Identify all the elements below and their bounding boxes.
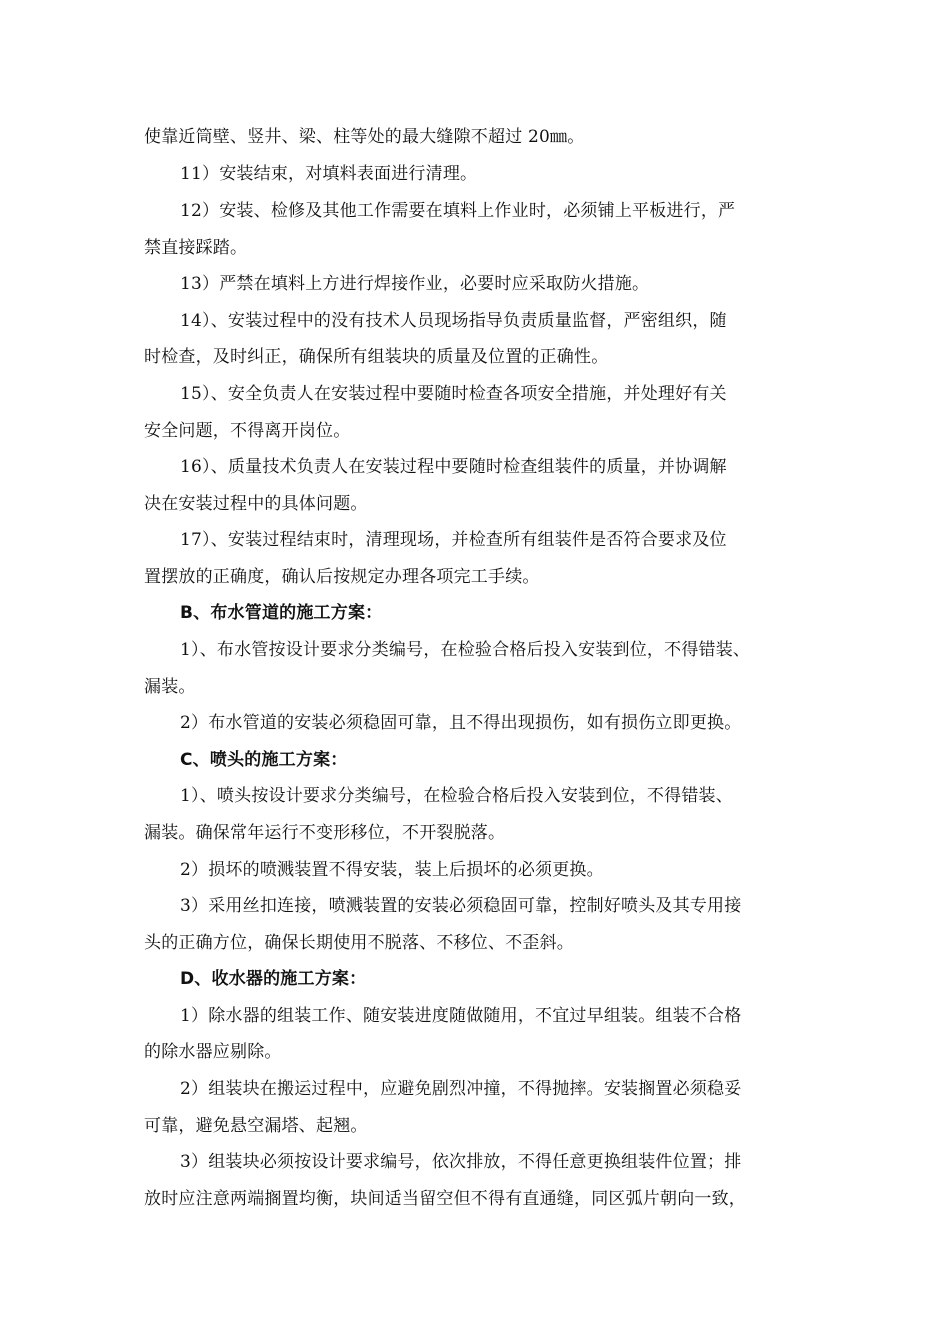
text-line: 漏装。 <box>144 677 196 697</box>
section-heading: C、喷头的施工方案： <box>180 750 348 770</box>
text-line: 12）安装、检修及其他工作需要在填料上作业时，必须铺上平板进行，严 <box>180 201 736 221</box>
text-line: 15）、安全负责人在安装过程中要随时检查各项安全措施，并处理好有关 <box>180 384 727 404</box>
text-line: 2）损坏的喷溅装置不得安装，装上后损坏的必须更换。 <box>180 860 604 880</box>
text-line: 17）、安装过程结束时，清理现场，并检查所有组装件是否符合要求及位 <box>180 530 727 550</box>
text-line: 放时应注意两端搁置均衡，块间适当留空但不得有直通缝，同区弧片朝向一致， <box>144 1189 746 1209</box>
text-line: 可靠，避免悬空漏塔、起翘。 <box>144 1116 368 1136</box>
text-line: 1）除水器的组装工作、随安装进度随做随用，不宜过早组装。组装不合格 <box>180 1006 742 1026</box>
text-line: 14）、安装过程中的没有技术人员现场指导负责质量监督，严密组织，随 <box>180 311 727 331</box>
text-line: 3）采用丝扣连接，喷溅装置的安装必须稳固可靠，控制好喷头及其专用接 <box>180 896 742 916</box>
text-line: 11）安装结束，对填料表面进行清理。 <box>180 164 478 184</box>
text-line: 使靠近筒壁、竖井、梁、柱等处的最大缝隙不超过 20㎜。 <box>144 127 585 147</box>
text-line: 13）严禁在填料上方进行焊接作业，必要时应采取防火措施。 <box>180 274 650 294</box>
section-heading: B、布水管道的施工方案： <box>180 603 383 623</box>
text-line: 3）组装块必须按设计要求编号，依次排放，不得任意更换组装件位置；排 <box>180 1152 742 1172</box>
text-line: 16）、质量技术负责人在安装过程中要随时检查组装件的质量，并协调解 <box>180 457 727 477</box>
text-line: 2）组装块在搬运过程中，应避免剧烈冲撞，不得抛摔。安装搁置必须稳妥 <box>180 1079 742 1099</box>
text-line: 漏装。确保常年运行不变形移位，不开裂脱落。 <box>144 823 506 843</box>
text-line: 的除水器应剔除。 <box>144 1042 282 1062</box>
text-line: 头的正确方位，确保长期使用不脱落、不移位、不歪斜。 <box>144 933 574 953</box>
text-line: 置摆放的正确度，确认后按规定办理各项完工手续。 <box>144 567 540 587</box>
text-line: 2）布水管道的安装必须稳固可靠，且不得出现损伤，如有损伤立即更换。 <box>180 713 742 733</box>
text-line: 决在安装过程中的具体问题。 <box>144 494 368 514</box>
text-line: 1）、布水管按设计要求分类编号，在检验合格后投入安装到位，不得错装、 <box>180 640 751 660</box>
section-heading: D、收水器的施工方案： <box>180 969 367 989</box>
text-line: 时检查，及时纠正，确保所有组装块的质量及位置的正确性。 <box>144 347 609 367</box>
text-line: 禁直接踩踏。 <box>144 238 248 258</box>
text-line: 安全问题，不得离开岗位。 <box>144 421 351 441</box>
text-line: 1）、喷头按设计要求分类编号，在检验合格后投入安装到位，不得错装、 <box>180 786 733 806</box>
